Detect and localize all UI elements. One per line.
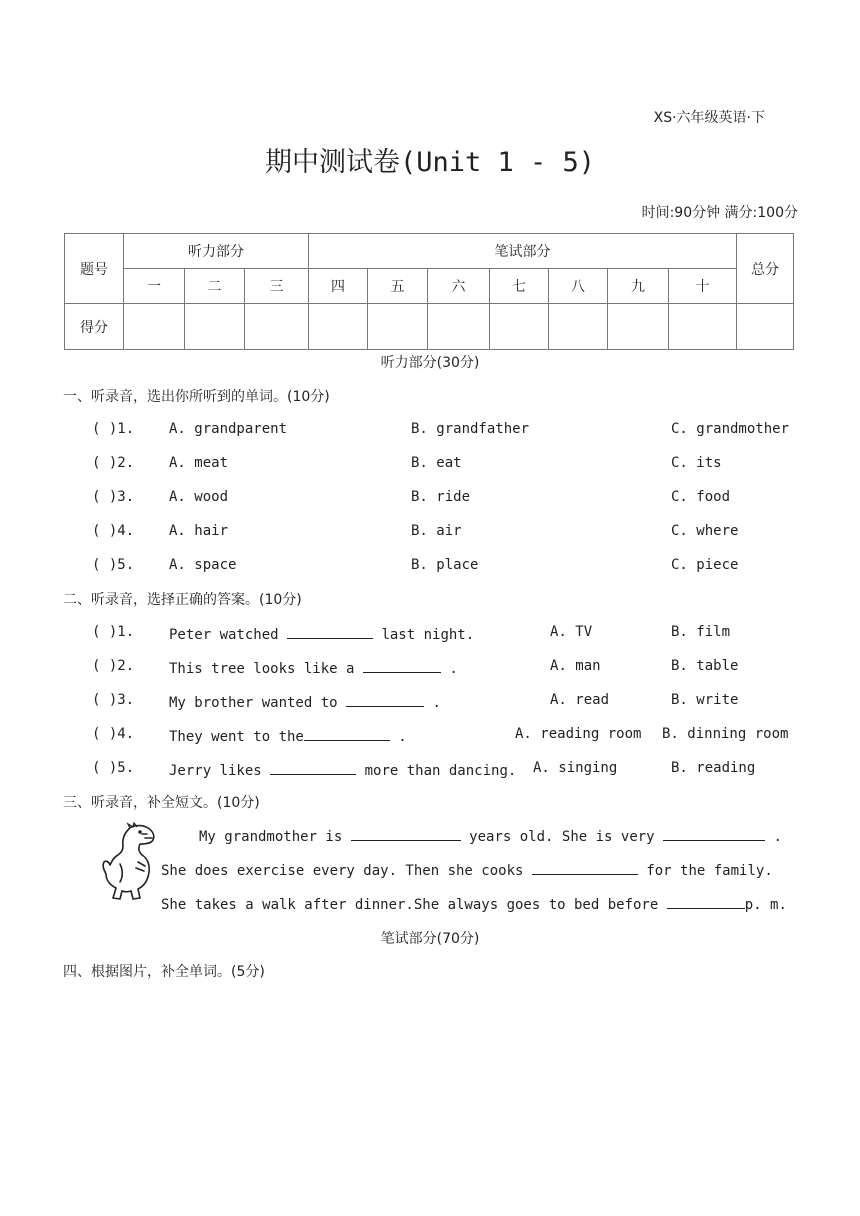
dinosaur-illustration (98, 822, 162, 904)
score-label: 得分 (65, 304, 124, 350)
s2-q2-option-a[interactable]: A. man (550, 658, 601, 674)
s1-q1-option-a[interactable]: A. grandparent (169, 421, 288, 437)
s2-q2-stem-post: . (449, 661, 458, 677)
q-number: 五 (368, 269, 428, 304)
answer-blank[interactable] (663, 826, 765, 841)
score-cell[interactable] (428, 304, 490, 350)
s2-q3-number: ( )3. (92, 692, 135, 708)
s1-q5-option-c[interactable]: C. piece (671, 557, 739, 573)
s2-q3-option-a[interactable]: A. read (550, 692, 610, 708)
s1-q3-option-c[interactable]: C. food (671, 489, 731, 505)
s1-q5-option-b[interactable]: B. place (411, 557, 479, 573)
s2-q3-stem-pre: My brother wanted to (169, 695, 338, 711)
s2-q1-stem (169, 624, 474, 643)
score-cell[interactable] (368, 304, 428, 350)
s2-q1-stem-post: last night. (381, 627, 475, 643)
listening-group-label: 听力部分 (124, 234, 309, 269)
s2-q4-stem (169, 726, 407, 745)
listening-heading: 听力部分(30分) (380, 355, 480, 371)
s1-q2-option-b[interactable]: B. eat (411, 455, 462, 471)
s1-q2-number: ( )2. (92, 455, 135, 471)
score-cell[interactable] (124, 304, 185, 350)
passage-text: My grandmother is (199, 829, 343, 845)
s2-q2-stem (169, 658, 458, 677)
s2-q5-option-a[interactable]: A. singing (533, 760, 618, 776)
answer-blank[interactable] (667, 894, 745, 909)
s2-q3-stem (169, 692, 441, 711)
q-number: 四 (309, 269, 368, 304)
answer-blank[interactable] (304, 726, 390, 741)
answer-blank[interactable] (351, 826, 461, 841)
s1-q5-option-a[interactable]: A. space (169, 557, 237, 573)
answer-blank[interactable] (270, 760, 356, 775)
writing-heading: 笔试部分(70分) (380, 931, 480, 947)
s1-q4-option-a[interactable]: A. hair (169, 523, 229, 539)
s1-q4-number: ( )4. (92, 523, 135, 539)
q-number: 七 (490, 269, 549, 304)
writing-group-label: 笔试部分 (309, 234, 737, 269)
passage-text: She takes a walk after dinner.She always goes to bed before (161, 897, 659, 913)
passage-line-2 (161, 860, 773, 879)
q-number: 十 (669, 269, 737, 304)
s2-q5-option-b[interactable]: B. reading (671, 760, 756, 776)
s2-q1-stem-pre: Peter watched (169, 627, 279, 643)
score-cell[interactable] (737, 304, 794, 350)
s2-q3-stem-post: . (432, 695, 441, 711)
s1-q3-option-a[interactable]: A. wood (169, 489, 229, 505)
q-number: 六 (428, 269, 490, 304)
passage-text: She does exercise every day. Then she cooks (161, 863, 524, 879)
passage-line-3 (161, 894, 787, 913)
section2-heading: 二、听录音，选择正确的答案。(10分) (63, 592, 302, 608)
s1-q1-option-c[interactable]: C. grandmother (671, 421, 790, 437)
answer-blank[interactable] (363, 658, 441, 673)
q-number: 二 (185, 269, 245, 304)
s1-q3-number: ( )3. (92, 489, 135, 505)
passage-text: for the family. (646, 863, 773, 879)
score-cell[interactable] (309, 304, 368, 350)
s1-q2-option-a[interactable]: A. meat (169, 455, 229, 471)
score-cell[interactable] (490, 304, 549, 350)
section4-heading: 四、根据图片，补全单词。(5分) (63, 964, 265, 980)
s2-q4-option-b[interactable]: B. dinning room (662, 726, 789, 742)
q-number: 一 (124, 269, 185, 304)
s2-q3-option-b[interactable]: B. write (671, 692, 739, 708)
q-number: 三 (245, 269, 309, 304)
s1-q3-option-b[interactable]: B. ride (411, 489, 471, 505)
section3-heading: 三、听录音，补全短文。(10分) (63, 795, 260, 811)
q-number: 九 (608, 269, 669, 304)
s2-q1-option-b[interactable]: B. film (671, 624, 731, 640)
s2-q2-stem-pre: This tree looks like a (169, 661, 355, 677)
score-cell[interactable] (185, 304, 245, 350)
total-label: 总分 (737, 234, 794, 304)
section1-heading: 一、听录音，选出你所听到的单词。(10分) (63, 389, 330, 405)
s2-q2-number: ( )2. (92, 658, 135, 674)
passage-text: . (773, 829, 782, 845)
answer-blank[interactable] (287, 624, 373, 639)
s1-q2-option-c[interactable]: C. its (671, 455, 722, 471)
s2-q1-number: ( )1. (92, 624, 135, 640)
s2-q2-option-b[interactable]: B. table (671, 658, 739, 674)
s2-q5-stem (169, 760, 516, 779)
page-title: 期中测试卷(Unit 1 - 5) (264, 147, 596, 178)
s1-q1-option-b[interactable]: B. grandfather (411, 421, 530, 437)
passage-text: years old. She is very (469, 829, 655, 845)
s2-q5-stem-post: more than dancing. (364, 763, 517, 779)
score-cell[interactable] (608, 304, 669, 350)
s1-q4-option-b[interactable]: B. air (411, 523, 462, 539)
s2-q5-stem-pre: Jerry likes (169, 763, 262, 779)
s1-q5-number: ( )5. (92, 557, 135, 573)
s2-q4-stem-post: . (398, 729, 407, 745)
answer-blank[interactable] (532, 860, 638, 875)
passage-line-1 (199, 826, 782, 845)
answer-blank[interactable] (346, 692, 424, 707)
s2-q5-number: ( )5. (92, 760, 135, 776)
passage-text: p. m. (744, 897, 787, 913)
s2-q4-number: ( )4. (92, 726, 135, 742)
s1-q4-option-c[interactable]: C. where (671, 523, 739, 539)
q-number: 八 (549, 269, 608, 304)
s2-q1-option-a[interactable]: A. TV (550, 624, 593, 640)
time-info: 时间:90分钟 满分:100分 (641, 205, 798, 221)
q-label: 题号 (65, 234, 124, 304)
score-table (64, 233, 794, 350)
series-label: XS·六年级英语·下 (653, 110, 765, 126)
s2-q4-option-a[interactable]: A. reading room (515, 726, 642, 742)
score-cell[interactable] (245, 304, 309, 350)
score-cell[interactable] (549, 304, 608, 350)
s1-q1-number: ( )1. (92, 421, 135, 437)
score-cell[interactable] (669, 304, 737, 350)
s2-q4-stem-pre: They went to the (169, 729, 304, 745)
